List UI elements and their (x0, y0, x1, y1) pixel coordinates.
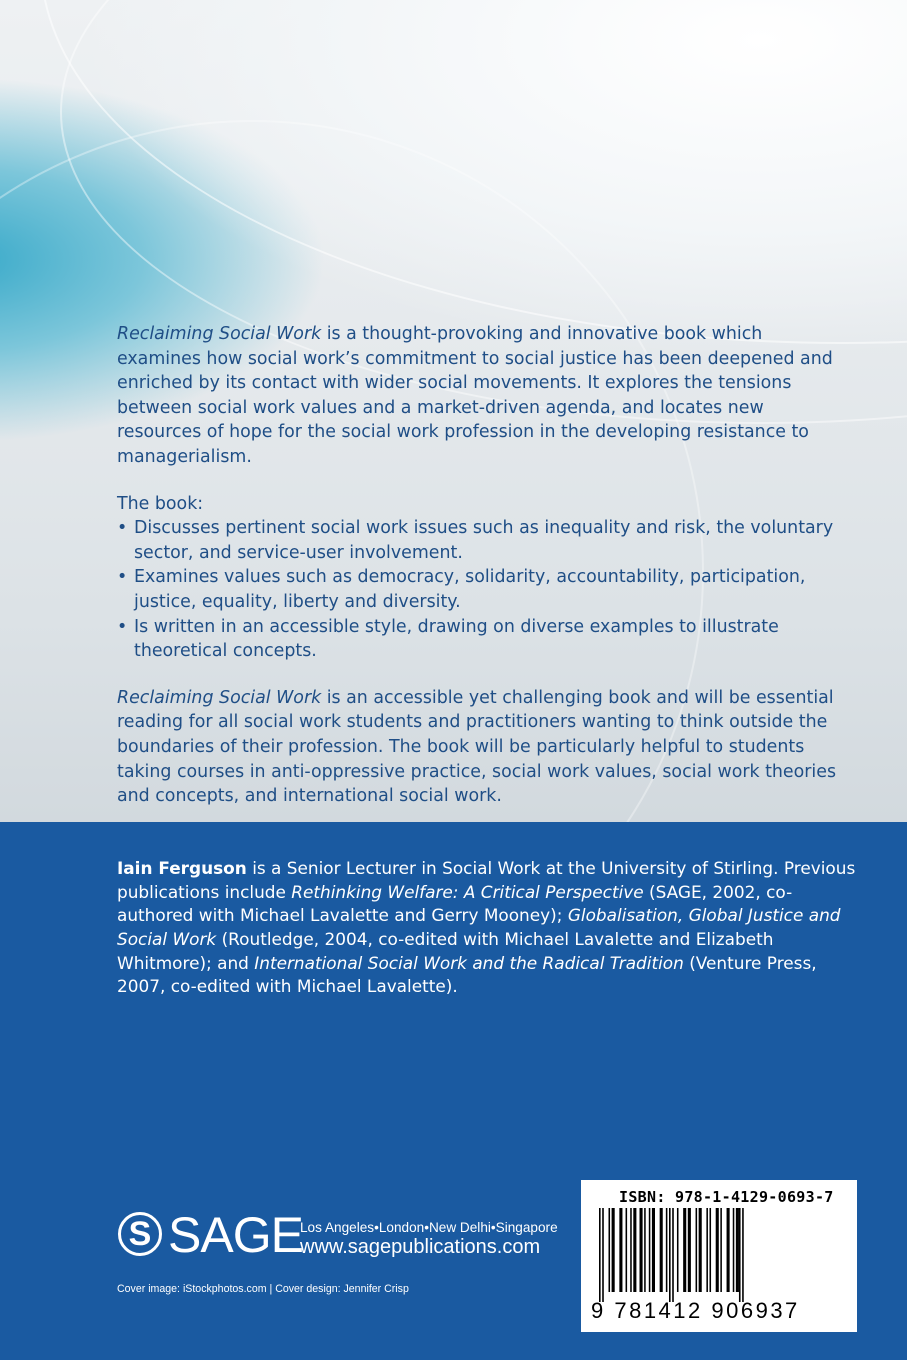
publisher-cities: Los Angeles•London•New Delhi•Singapore (300, 1220, 558, 1235)
bullet-icon: • (117, 616, 128, 637)
author-bio: Iain Ferguson is a Senior Lecturer in Social Work at the University of Stirling. Previous publications include Rethinking Welfare: A Critical Perspective (SAGE, 2002, co-authored with Michael Lavalette and Gerry Mooney); Globalisation, Global Justice and Social Work (Routledge, 2004, co-edited with Michael Lavalette and Elizabeth Whitmore); and International Social Work and the Radical Tradition (Venture Press, 2007, co-edited with Michael Lavalette). (117, 857, 856, 997)
closing-text: is an accessible yet challenging book and will be essential reading for all social work students and practitioners wanting to think outside the boundaries of their profession. The book will be particularly helpful to students taking courses in anti-oppressive practice, social work values, social work theories and concepts, and international social work. (117, 687, 837, 807)
list-item: • Is written in an accessible style, drawing on diverse examples to illustrate theoretical concepts. (117, 616, 779, 662)
barcode-bar (602, 1208, 604, 1302)
book-title: Reclaiming Social Work (117, 687, 322, 708)
list-item: • Examines values such as democracy, solidarity, accountability, participation, justice, equality, liberty and diversity. (117, 567, 806, 612)
author-name: Iain Ferguson (117, 857, 247, 878)
publication-title: Rethinking Welfare: A Critical Perspective (291, 881, 644, 902)
closing-paragraph (117, 686, 837, 809)
barcode-bar (739, 1208, 741, 1302)
barcode-bar (683, 1208, 686, 1292)
publisher-website: www.sagepublications.com (300, 1236, 541, 1258)
barcode-bar (649, 1208, 651, 1292)
publication-title: International Social Work and the Radical Tradition (254, 952, 684, 973)
barcode-box (581, 1180, 857, 1332)
barcode-bar (609, 1208, 611, 1292)
sage-logo-icon: S (118, 1212, 162, 1256)
barcode-bar (644, 1208, 646, 1292)
book-blurb (117, 322, 837, 809)
barcode-bar (652, 1208, 655, 1292)
sage-logo (118, 1207, 303, 1266)
barcode-bar (706, 1208, 708, 1292)
cover-credits: Cover image: iStockphotos.com | Cover design: Jennifer Crisp (117, 1283, 409, 1295)
barcode-bar (660, 1208, 663, 1292)
bullet-icon: • (117, 518, 128, 539)
publisher-info (300, 1220, 558, 1258)
barcode-bar (733, 1208, 735, 1292)
barcode-bar (710, 1208, 712, 1292)
barcode-bar (720, 1208, 722, 1292)
barcode-bar (699, 1208, 702, 1292)
barcode-bar (640, 1208, 643, 1292)
publication-title: Globalisation, Global Justice and Social Work (117, 905, 841, 949)
barcode-bar (677, 1208, 679, 1292)
author-panel (0, 822, 907, 1360)
barcode-bar (672, 1208, 674, 1302)
barcode-bar (666, 1208, 668, 1292)
barcode-bar (612, 1208, 615, 1292)
book-features-heading: The book: (117, 493, 204, 514)
bullet-icon: • (117, 567, 128, 588)
intro-text: is a thought-provoking and innovative book which examines how social work’s commitment to social justice has been deepened and enriched by its contact with wider social movements. It explores the tensions between social work values and a market-driven agenda, and locates new resources of hope for the social work profession in the developing resistance to managerialism. (117, 324, 833, 467)
barcode-bar (688, 1208, 691, 1292)
features-list (117, 516, 837, 664)
barcode-bar (727, 1208, 730, 1292)
sage-wordmark: SAGE (168, 1207, 303, 1263)
barcode-bar (599, 1208, 601, 1302)
barcode-bar (626, 1208, 628, 1292)
isbn-label: ISBN: 978-1-4129-0693-7 (619, 1188, 834, 1206)
barcode-digits: 9 781412 906937 (591, 1298, 800, 1323)
barcode-bar (716, 1208, 719, 1292)
barcode-bar (630, 1208, 632, 1292)
book-title: Reclaiming Social Work (117, 324, 322, 344)
barcode-bar (736, 1208, 739, 1292)
barcode-bar (742, 1208, 744, 1302)
barcode-bar (669, 1208, 671, 1302)
intro-paragraph (117, 322, 837, 470)
list-item: • Discusses pertinent social work issues such as inequality and risk, the voluntary sector, and service-user involvement. (117, 518, 834, 563)
barcode-bars (595, 1208, 845, 1302)
barcode-bar (619, 1208, 622, 1292)
barcode-bar (696, 1208, 698, 1292)
barcode-bar (633, 1208, 636, 1292)
